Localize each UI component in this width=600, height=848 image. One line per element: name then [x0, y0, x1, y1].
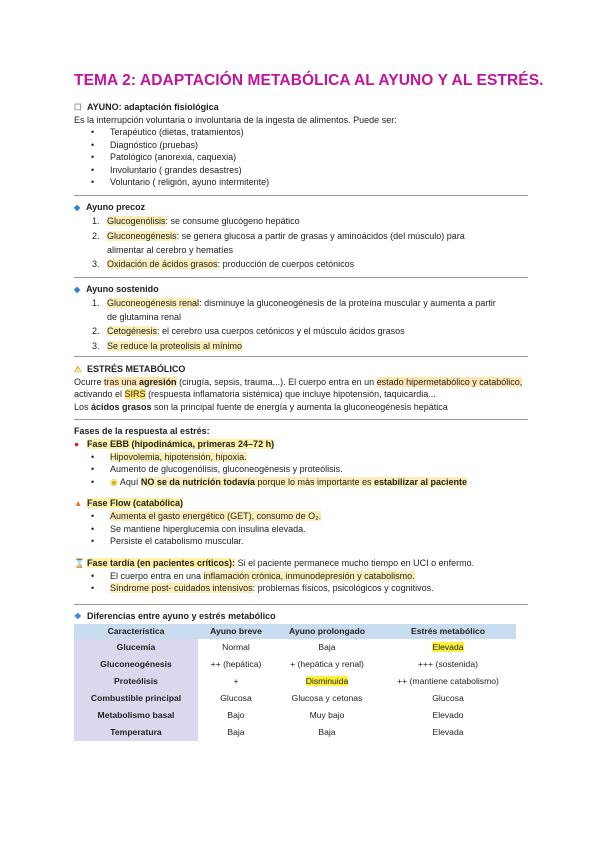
text: ácidos grasos	[91, 401, 152, 412]
precoz-section	[74, 201, 528, 272]
list-item: • Diagnóstico (pruebas)	[74, 139, 528, 152]
warning-icon: ⚠	[74, 364, 82, 374]
item-term: Se reduce la proteolisis al mínimo	[107, 340, 243, 351]
list-item	[74, 476, 528, 489]
table-row	[74, 639, 516, 656]
sostenido-heading	[74, 283, 528, 296]
list-item: • Persiste el catabolismo muscular.	[74, 535, 528, 548]
list-item	[74, 296, 528, 324]
item-number: 2.	[92, 325, 100, 336]
text: El cuerpo entra en una	[110, 570, 204, 581]
item-term: Glucogenólisis	[107, 215, 166, 226]
estres-section	[74, 363, 528, 413]
table-cell: Normal	[222, 642, 250, 653]
diamond-icon: ◆	[74, 203, 81, 212]
text: NO se da nutrición todavía	[140, 476, 255, 487]
estres-heading	[74, 363, 528, 376]
item-text: : el cerebro usa cuerpos cetónicos y el músculo ácidos grasos	[157, 325, 405, 336]
table-cell: Glucosa	[432, 693, 464, 704]
flow-heading-text: Fase Flow (catabólica)	[87, 498, 184, 508]
list-item: • Terapéutico (dietas, tratamientos)	[74, 126, 528, 139]
item-number: 3.	[92, 258, 100, 269]
tardia-heading-text: Fase tardía (en pacientes críticos):	[87, 557, 236, 568]
item-text: : disminuye la gluconeogénesis de la proteína muscular y aumenta a partir	[199, 297, 496, 308]
list-item	[74, 339, 528, 354]
text: Si el paciente permanece mucho tiempo en UCI o enfermo.	[235, 557, 475, 568]
fire-icon: ▲	[74, 498, 83, 508]
item-text-cont: de glutamina renal	[107, 311, 182, 322]
ayuno-section	[74, 101, 528, 189]
text: Elevada	[432, 642, 464, 653]
sostenido-section	[74, 283, 528, 354]
estres-line-3	[74, 401, 528, 414]
flow-list	[74, 510, 528, 548]
table-cell: Proteólisis	[74, 673, 198, 690]
text: porque lo más importante es	[254, 476, 374, 487]
precoz-heading-text: Ayuno precoz	[86, 202, 146, 212]
ayuno-heading	[74, 101, 528, 114]
item-text: : producción de cuerpos cetónicos	[217, 258, 355, 269]
flow-heading	[74, 497, 528, 510]
precoz-heading	[74, 201, 528, 214]
sostenido-heading-text: Ayuno sostenido	[86, 284, 159, 294]
text: Disminuida	[305, 676, 349, 687]
text: inflamación crónica, inmunodepresión y catabolismo.	[203, 570, 415, 581]
tabla-heading	[74, 610, 528, 623]
item-number: 2.	[92, 230, 100, 241]
table-cell: Metabolismo basal	[74, 707, 198, 724]
text: : problemas físicos, psicológicos y cognitivos.	[252, 583, 434, 593]
table-cell: Temperatura	[74, 724, 198, 741]
list-item: • Patológico (anorexia, caquexia)	[74, 151, 528, 164]
table-row	[74, 673, 516, 690]
item-term: Gluconeogénesis renal	[107, 297, 200, 308]
diamond-icon: ◆	[74, 285, 81, 294]
table-cell: Elevada	[432, 727, 464, 738]
column-header: Ayuno prolongado	[274, 624, 380, 639]
list-item: • Se mantiene hiperglucemia con insulina elevada.	[74, 523, 528, 536]
estres-heading-text: ESTRÉS METABÓLICO	[87, 364, 186, 374]
text: estabilizar al paciente	[373, 476, 468, 487]
item-number: 1.	[92, 297, 100, 308]
list-item	[74, 229, 528, 257]
divider	[74, 356, 528, 357]
text: (respuesta inflamatoria sistémica) que incluye hipotensión, taquicardia...	[145, 389, 436, 399]
bulb-icon: ◉	[110, 476, 118, 487]
text: Ocurre	[74, 376, 105, 387]
ayuno-types-list	[74, 126, 528, 189]
estres-line-2	[74, 388, 528, 401]
text: tras una	[104, 376, 140, 387]
item-term: Oxidación de ácidos grasos	[107, 258, 218, 269]
text: Los	[74, 401, 92, 412]
ayuno-intro: Es la interrupción voluntaria o involuntaria de la ingesta de alimentos. Puede ser:	[74, 114, 397, 125]
item-term: Gluconeogénesis	[107, 230, 177, 241]
table-cell: ++ (hepática)	[210, 659, 262, 670]
list-item	[74, 257, 528, 272]
divider	[74, 277, 528, 278]
fases-heading: Fases de la respuesta al estrés:	[74, 426, 210, 436]
list-item	[74, 324, 528, 339]
text: son la principal fuente de energía y aumenta la gluconeogénesis hepática	[151, 401, 448, 412]
precoz-list	[74, 214, 528, 272]
pill-icon: ❖	[74, 611, 82, 621]
item-text: : se genera glucosa a partir de grasas y aminoácidos (del músculo) para	[176, 230, 465, 241]
estres-line-1	[74, 376, 528, 389]
table-cell: Glucosa	[220, 693, 252, 704]
table-cell: ++ (mantiene catabolismo)	[397, 676, 499, 687]
table-cell: Glucemia	[74, 639, 198, 656]
column-header: Ayuno breve	[198, 624, 274, 639]
text: activando el	[74, 389, 125, 399]
text: (cirugía, sepsis, trauma...). El cuerpo entra en un	[176, 376, 377, 387]
table-cell: + (hepática y renal)	[290, 659, 364, 670]
fases-section	[74, 425, 528, 595]
list-item	[74, 570, 528, 583]
item-term: Cetogénesis	[107, 325, 158, 336]
book-icon: ☐	[74, 102, 82, 112]
text: Hipovolemia, hipotensión, hipoxia.	[110, 451, 247, 462]
table-row	[74, 707, 516, 724]
ebb-list	[74, 451, 528, 489]
ayuno-heading-text: AYUNO: adaptación fisiológica	[87, 102, 219, 112]
item-number: 1.	[92, 215, 100, 226]
tabla-heading-row	[74, 610, 528, 623]
text: SIRS	[124, 389, 146, 399]
table-cell	[380, 639, 516, 656]
text: Aquí	[119, 476, 141, 487]
table-cell: Muy bajo	[309, 710, 345, 721]
table-header-row	[74, 624, 516, 639]
item-text-cont: alimentar al cerebro y hematíes	[107, 244, 234, 255]
table-cell: Elevado	[432, 710, 464, 721]
list-item: • Involuntario ( grandes desastres)	[74, 164, 528, 177]
tardia-list	[74, 570, 528, 595]
list-item: • Voluntario ( religión, ayuno intermitente)	[74, 176, 528, 189]
text: Síndrome post- cuidados intensivos	[110, 583, 253, 593]
list-item	[74, 214, 528, 229]
text: estado hipermetabólico y catabólico,	[376, 376, 523, 387]
list-item	[74, 510, 528, 523]
table-cell: Baja	[227, 727, 245, 738]
list-item: • Aumento de glucogenólisis, gluconeogénesis y proteólisis.	[74, 463, 528, 476]
page-title: TEMA 2: ADAPTACIÓN METABÓLICA AL AYUNO Y AL ESTRÉS.	[74, 72, 544, 89]
ebb-heading	[74, 438, 528, 451]
table-cell: +++ (sostenida)	[418, 659, 478, 670]
divider	[74, 419, 528, 420]
table-cell	[274, 673, 380, 690]
table-cell: Combustible principal	[74, 690, 198, 707]
hourglass-icon: ⌛	[74, 557, 85, 568]
tardia-heading	[74, 557, 528, 570]
list-item	[74, 582, 528, 595]
table-row	[74, 724, 516, 741]
comparison-table	[74, 624, 516, 741]
text: Aumenta el gasto energético (GET), consumo de O₂.	[110, 511, 322, 521]
table-cell: Baja	[318, 727, 336, 738]
divider	[74, 195, 528, 196]
table-cell: Gluconeogénesis	[74, 656, 198, 673]
item-text: : se consume glucógeno hepático	[165, 215, 300, 226]
table-cell: Baja	[318, 642, 336, 653]
text: agresión	[139, 376, 177, 387]
column-header: Característica	[74, 624, 198, 639]
tabla-heading-text: Diferencias entre ayuno y estrés metabólico	[87, 611, 276, 621]
column-header: Estrés metabólico	[380, 624, 516, 639]
table-cell: +	[233, 676, 239, 687]
list-item	[74, 451, 528, 464]
ebb-heading-text: Fase EBB (hipodinámica, primeras 24–72 h)	[87, 438, 275, 449]
sostenido-list	[74, 296, 528, 354]
divider	[74, 604, 528, 605]
table-row	[74, 690, 516, 707]
item-number: 3.	[92, 340, 100, 351]
drop-icon: ●	[74, 438, 80, 449]
table-cell: Glucosa y cetonas	[291, 693, 363, 704]
table-row	[74, 656, 516, 673]
table-cell: Bajo	[227, 710, 245, 721]
